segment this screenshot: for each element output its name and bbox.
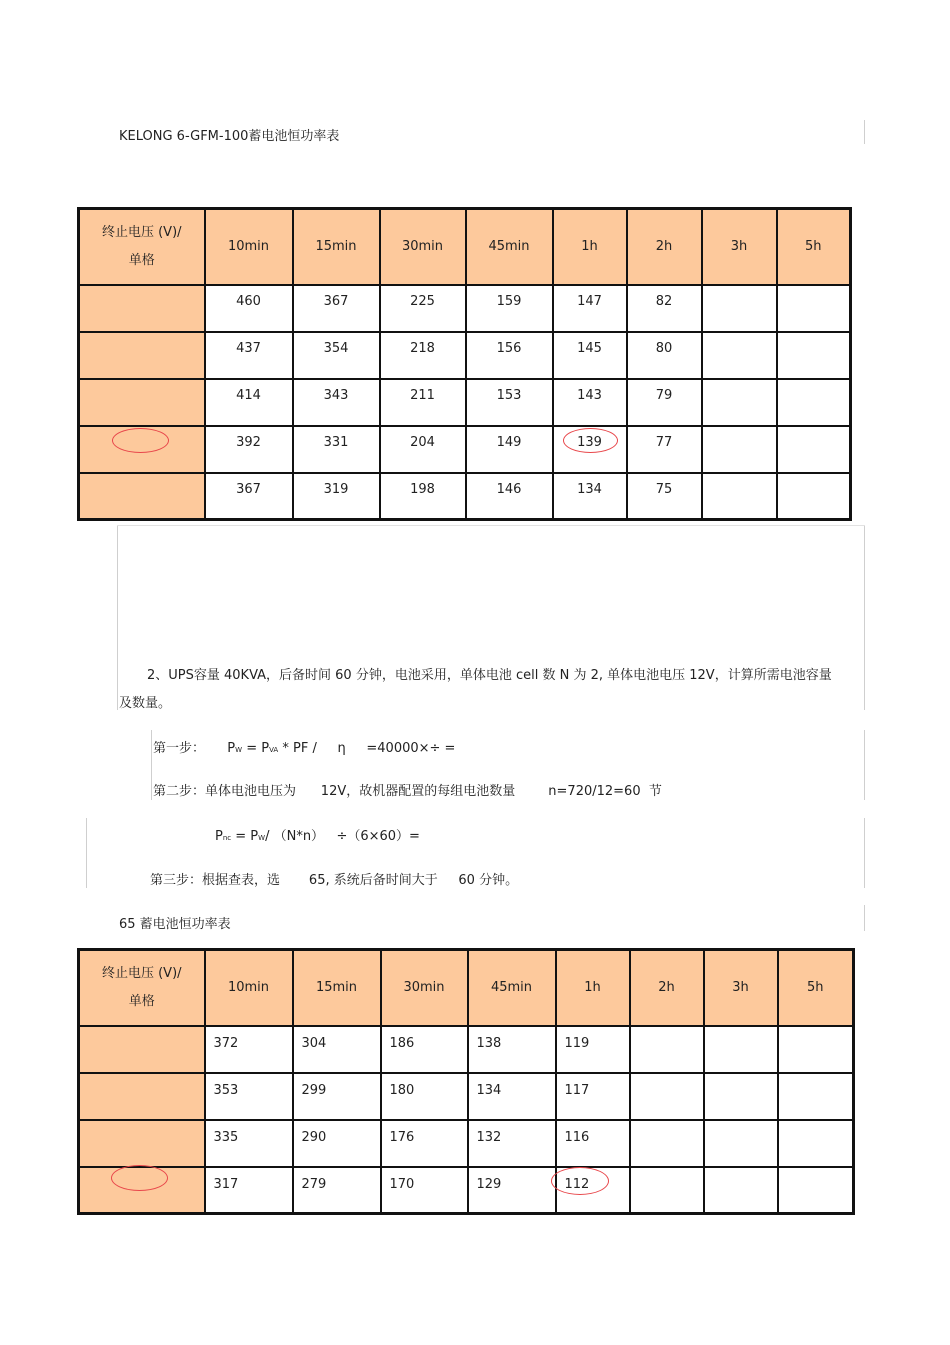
margin-line xyxy=(117,525,118,710)
table-cell: 80 xyxy=(627,332,702,379)
table-cell: 218 xyxy=(380,332,466,379)
table-cell: 335 xyxy=(205,1120,293,1167)
table-cell: 186 xyxy=(381,1026,468,1073)
table-header-row xyxy=(79,209,851,285)
table-header-row xyxy=(79,950,854,1026)
table-cell xyxy=(702,285,777,332)
table-cell: 147 xyxy=(553,285,627,332)
table-cell: 170 xyxy=(381,1167,468,1214)
table-cell xyxy=(702,426,777,473)
table-cell: 392 xyxy=(205,426,293,473)
table-cell: 204 xyxy=(380,426,466,473)
margin-line xyxy=(864,525,865,710)
header-cell: 5h xyxy=(777,209,851,285)
table-cell xyxy=(778,1167,854,1214)
header-cell: 2h xyxy=(627,209,702,285)
header-voltage-line2: 单格 xyxy=(128,993,155,1009)
table-cell: 116 xyxy=(556,1120,630,1167)
table-cell: 149 xyxy=(466,426,553,473)
header-voltage-line1: 终止电压 (V)/ xyxy=(101,224,182,240)
header-voltage-line2: 单格 xyxy=(128,252,155,268)
table-cell: 198 xyxy=(380,473,466,520)
table-cell xyxy=(630,1167,704,1214)
table-cell: 156 xyxy=(466,332,553,379)
table-cell: 354 xyxy=(293,332,380,379)
table-cell: 437 xyxy=(205,332,293,379)
table-cell: 75 xyxy=(627,473,702,520)
table-cell xyxy=(630,1120,704,1167)
table-cell: 225 xyxy=(380,285,466,332)
table-cell: 460 xyxy=(205,285,293,332)
table-cell xyxy=(702,473,777,520)
table-cell: 317 xyxy=(205,1167,293,1214)
step1-sub: VA xyxy=(269,746,279,754)
problem-line1: 2、UPS容量 40KVA，后备时间 60 分钟，电池采用，单体电池 cell 数 N 为 2, 单体电池电压 12V，计算所需电池容量 xyxy=(147,668,832,683)
table-cell xyxy=(777,285,851,332)
table-cell xyxy=(704,1073,778,1120)
power-table-65 xyxy=(77,948,855,1215)
row-label-cell xyxy=(79,379,205,426)
table-cell: 119 xyxy=(556,1026,630,1073)
table-cell: 353 xyxy=(205,1073,293,1120)
row-label-cell xyxy=(79,1073,205,1120)
table-cell xyxy=(704,1167,778,1214)
table-row xyxy=(79,1120,854,1167)
margin-line xyxy=(864,905,865,931)
highlight-circle xyxy=(551,1167,609,1195)
step4-line: 第三步：根据查表，选 65, 系统后备时间大于 60 分钟。 xyxy=(150,873,519,888)
table-cell: 211 xyxy=(380,379,466,426)
table-row xyxy=(79,1073,854,1120)
step3-formula xyxy=(215,825,420,844)
header-cell: 1h xyxy=(553,209,627,285)
table-cell: 343 xyxy=(293,379,380,426)
margin-line xyxy=(864,818,865,888)
power-table-kelong xyxy=(77,207,852,521)
step1-p: P xyxy=(227,741,236,756)
table-cell: 299 xyxy=(293,1073,381,1120)
step3-sub: nc xyxy=(222,834,232,842)
header-cell: 45min xyxy=(466,209,553,285)
step1-sub: W xyxy=(235,746,243,754)
step1-line xyxy=(153,737,455,756)
table-cell xyxy=(702,332,777,379)
table-cell xyxy=(778,1026,854,1073)
header-cell: 10min xyxy=(205,950,293,1026)
header-cell: 15min xyxy=(293,950,381,1026)
table-row xyxy=(79,285,851,332)
margin-line xyxy=(86,818,87,888)
problem-line2: 及数量。 xyxy=(119,696,172,711)
table-cell: 117 xyxy=(556,1073,630,1120)
step3-p: P xyxy=(215,829,223,844)
header-cell-voltage xyxy=(79,209,205,285)
header-cell: 45min xyxy=(468,950,556,1026)
table-cell xyxy=(777,473,851,520)
table-cell xyxy=(777,332,851,379)
table-cell xyxy=(702,379,777,426)
table-cell: 367 xyxy=(293,285,380,332)
row-label-cell xyxy=(79,473,205,520)
table-cell: 132 xyxy=(468,1120,556,1167)
table-row xyxy=(79,473,851,520)
table-cell: 134 xyxy=(468,1073,556,1120)
table-cell xyxy=(777,426,851,473)
header-cell: 10min xyxy=(205,209,293,285)
table-cell xyxy=(704,1026,778,1073)
table-cell: 112 xyxy=(556,1167,630,1214)
row-label-cell xyxy=(79,332,205,379)
table-cell xyxy=(630,1026,704,1073)
table-row xyxy=(79,426,851,473)
table-cell: 129 xyxy=(468,1167,556,1214)
table-cell: 153 xyxy=(466,379,553,426)
row-label-cell xyxy=(79,285,205,332)
table-cell: 290 xyxy=(293,1120,381,1167)
header-cell: 30min xyxy=(381,950,468,1026)
highlight-circle xyxy=(563,428,618,453)
step1-label: 第一步： xyxy=(153,741,206,756)
highlight-circle xyxy=(111,1165,168,1191)
step3-sub: W xyxy=(258,834,266,842)
table-cell: 139 xyxy=(553,426,627,473)
header-cell: 3h xyxy=(702,209,777,285)
table2-title: 65 蓄电池恒功率表 xyxy=(119,917,231,932)
margin-line xyxy=(864,730,865,800)
header-cell: 15min xyxy=(293,209,380,285)
header-cell-voltage xyxy=(79,950,205,1026)
margin-line xyxy=(151,730,152,800)
table-row xyxy=(79,1167,854,1214)
table-row xyxy=(79,379,851,426)
table-cell: 159 xyxy=(466,285,553,332)
step3-eq: = P xyxy=(235,829,259,844)
table-cell xyxy=(778,1120,854,1167)
table-cell: 176 xyxy=(381,1120,468,1167)
highlight-circle xyxy=(112,428,169,453)
table-cell: 82 xyxy=(627,285,702,332)
row-label-cell xyxy=(79,1026,205,1073)
header-cell: 2h xyxy=(630,950,704,1026)
margin-line xyxy=(864,120,865,144)
header-cell: 5h xyxy=(778,950,854,1026)
table-cell: 372 xyxy=(205,1026,293,1073)
table-cell: 77 xyxy=(627,426,702,473)
table-cell: 146 xyxy=(466,473,553,520)
table-cell xyxy=(630,1073,704,1120)
table-cell xyxy=(778,1073,854,1120)
table-cell: 143 xyxy=(553,379,627,426)
table-row xyxy=(79,1026,854,1073)
row-label-cell xyxy=(79,1120,205,1167)
header-cell: 30min xyxy=(380,209,466,285)
table1-title: KELONG 6-GFM-100蓄电池恒功率表 xyxy=(119,129,340,144)
table-cell xyxy=(704,1120,778,1167)
step1-rest: * PF / η =40000×÷ = xyxy=(282,741,456,756)
step3-rest: / （N*n） ÷（6×60）= xyxy=(265,829,420,844)
table-cell: 279 xyxy=(293,1167,381,1214)
table-cell: 180 xyxy=(381,1073,468,1120)
table-cell: 79 xyxy=(627,379,702,426)
table-cell: 319 xyxy=(293,473,380,520)
table-cell: 414 xyxy=(205,379,293,426)
margin-line xyxy=(117,525,865,526)
step2-line: 第二步：单体电池电压为 12V，故机器配置的每组电池数量 n=720/12=60 节 xyxy=(153,784,662,799)
header-cell: 3h xyxy=(704,950,778,1026)
table-cell: 331 xyxy=(293,426,380,473)
table-row xyxy=(79,332,851,379)
header-cell: 1h xyxy=(556,950,630,1026)
table-cell: 138 xyxy=(468,1026,556,1073)
table-cell: 145 xyxy=(553,332,627,379)
table-cell xyxy=(777,379,851,426)
table-cell: 367 xyxy=(205,473,293,520)
table-cell: 134 xyxy=(553,473,627,520)
step1-eq: = P xyxy=(246,741,270,756)
table-cell: 304 xyxy=(293,1026,381,1073)
header-voltage-line1: 终止电压 (V)/ xyxy=(101,965,182,981)
